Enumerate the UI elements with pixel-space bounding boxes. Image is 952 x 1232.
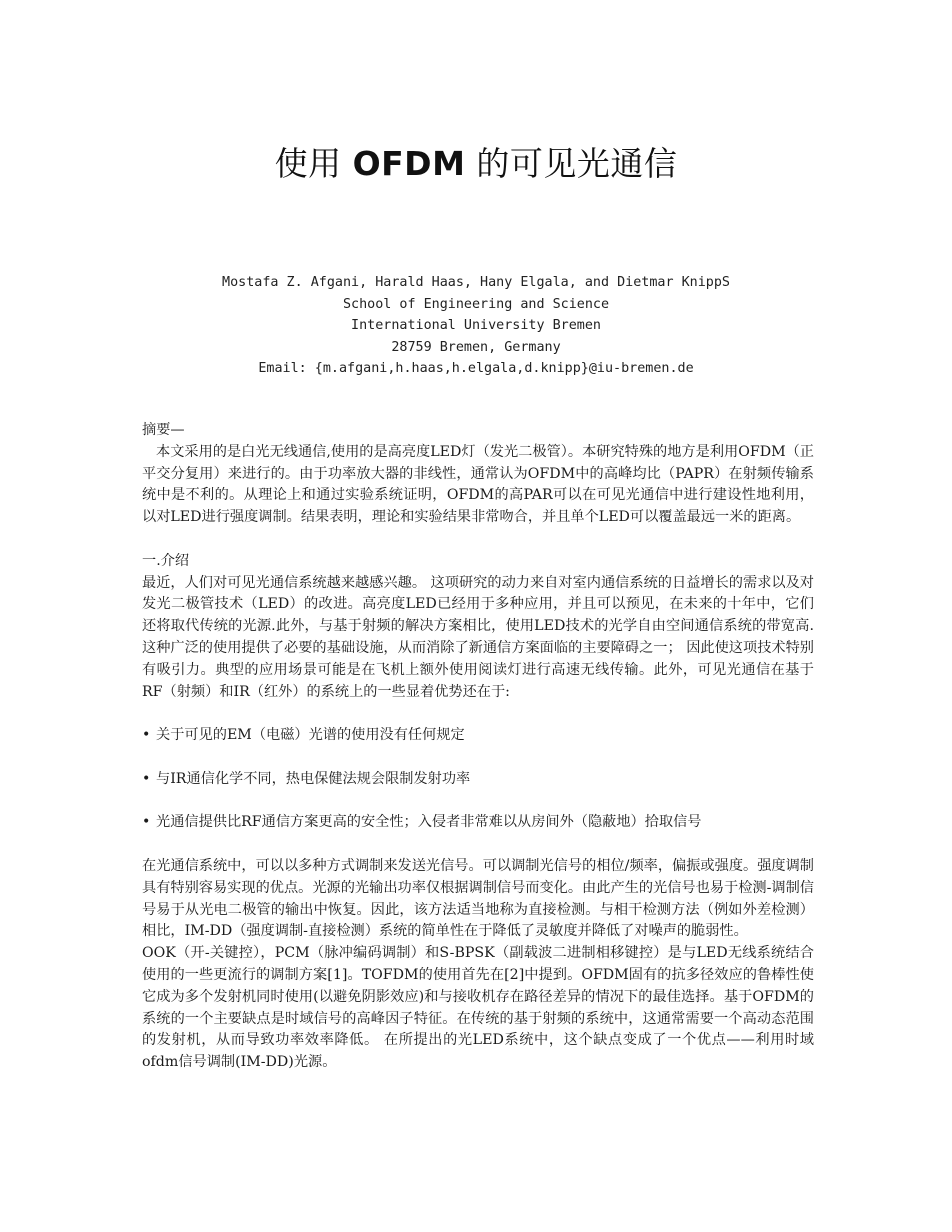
title-prefix: 使用 [274, 144, 353, 183]
author-block [0, 272, 952, 380]
list-item [142, 725, 814, 747]
section-heading-introduction: 一.介绍 [142, 552, 190, 569]
list-item [142, 769, 814, 791]
list-item [142, 812, 814, 834]
author-email: Email: {m.afgani,h.haas,h.elgala,d.knipp}@iu-bremen.de [258, 361, 694, 376]
author-university: International University Bremen [351, 318, 601, 333]
bullet-icon: • [142, 770, 151, 787]
intro-paragraph-1: 最近，人们对可见光通信系统越来越感兴趣。 这项研究的动力来自对室内通信系统的日益增长的需求以及对发光二极管技术（LED）的改进。高亮度LED已经用于多种应用，并且可以预见，在未来的十年中，它们还将取代传统的光源.此外，与基于射频的解决方案相比，使用LED技术的光学自由空间通信系统的带宽高. 这种广泛的使用提供了必要的基础设施，从而消除了新通信方案面临的主要障碍之一； 因此使这项技术特别有吸引力。典型的应用场景可能是在飞机上额外使用阅读灯进行高速无线传输。此外，可见光通信在基于RF（射频）和IR（红外）的系统上的一些显着优势还在于: [142, 574, 814, 700]
author-names: Mostafa Z. Afgani, Harald Haas, Hany Elgala, and Dietmar KnippS [222, 275, 730, 290]
abstract-text: 本文采用的是白光无线通信,使用的是高亮度LED灯（发光二极管）。本研究特殊的地方是利用OFDM（正平交分复用）来进行的。由于功率放大器的非线性，通常认为OFDM中的高峰均比（PAPR）在射频传输系统中是不利的。从理论上和通过实验系统证明，OFDM的高PAR可以在可见光通信中进行建设性地利用，以对LED进行强度调制。结果表明，理论和实验结果非常吻合，并且单个LED可以覆盖最远一米的距离。 [142, 443, 814, 526]
paper-title [0, 138, 952, 185]
list-item-text: 光通信提供比RF通信方案更高的安全性；入侵者非常难以从房间外（隐蔽地）拾取信号 [156, 814, 702, 831]
paper-body [142, 420, 814, 1074]
author-school: School of Engineering and Science [342, 296, 610, 312]
section-spacer [142, 529, 814, 551]
title-latin: OFDM [352, 144, 466, 183]
intro-paragraph-2: 在光通信系统中，可以以多种方式调制来发送光信号。可以调制光信号的相位/频率，偏振或强度。强度调制具有特别容易实现的优点。光源的光输出功率仅根据调制信号而变化。由此产生的光信号也易于检测-调制信号易于从光电二极管的输出中恢复。因此，该方法适当地称为直接检测。与相干检测方法（例如外差检测）相比，IM-DD（强度调制-直接检测）系统的简单性在于降低了灵敏度并降低了对噪声的脆弱性。 [142, 857, 814, 940]
list-item-text: 与IR通信化学不同，热电保健法规会限制发射功率 [156, 770, 471, 787]
intro-paragraph-3: OOK（开-关键控），PCM（脉冲编码调制）和S-BPSK（副载波二进制相移键控）是与LED无线系统结合使用的一些更流行的调制方案[1]。TOFDM的使用首先在[2]中提到。OFDM固有的抗多径效应的鲁棒性使它成为多个发射机同时使用(以避免阴影效应)和与接收机存在路径差异的情况下的最佳选择。基于OFDM的系统的一个主要缺点是时域信号的高峰因子特征。在传统的基于射频的系统中，这通常需要一个高动态范围的发射机，从而导致功率效率降低。 在所提出的光LED系统中，这个缺点变成了一个优点——利用时域ofdm信号调制(IM-DD)光源。 [142, 945, 814, 1071]
bullet-icon: • [142, 727, 151, 744]
title-suffix: 的可见光通信 [465, 144, 678, 183]
advantages-list [142, 725, 814, 834]
bullet-icon: • [142, 814, 151, 831]
list-item-text: 关于可见的EM（电磁）光谱的使用没有任何规定 [156, 727, 465, 744]
author-city: 28759 Bremen, Germany [391, 339, 561, 355]
abstract-heading: 摘要— [142, 422, 185, 438]
bullet-spacer [142, 703, 814, 725]
